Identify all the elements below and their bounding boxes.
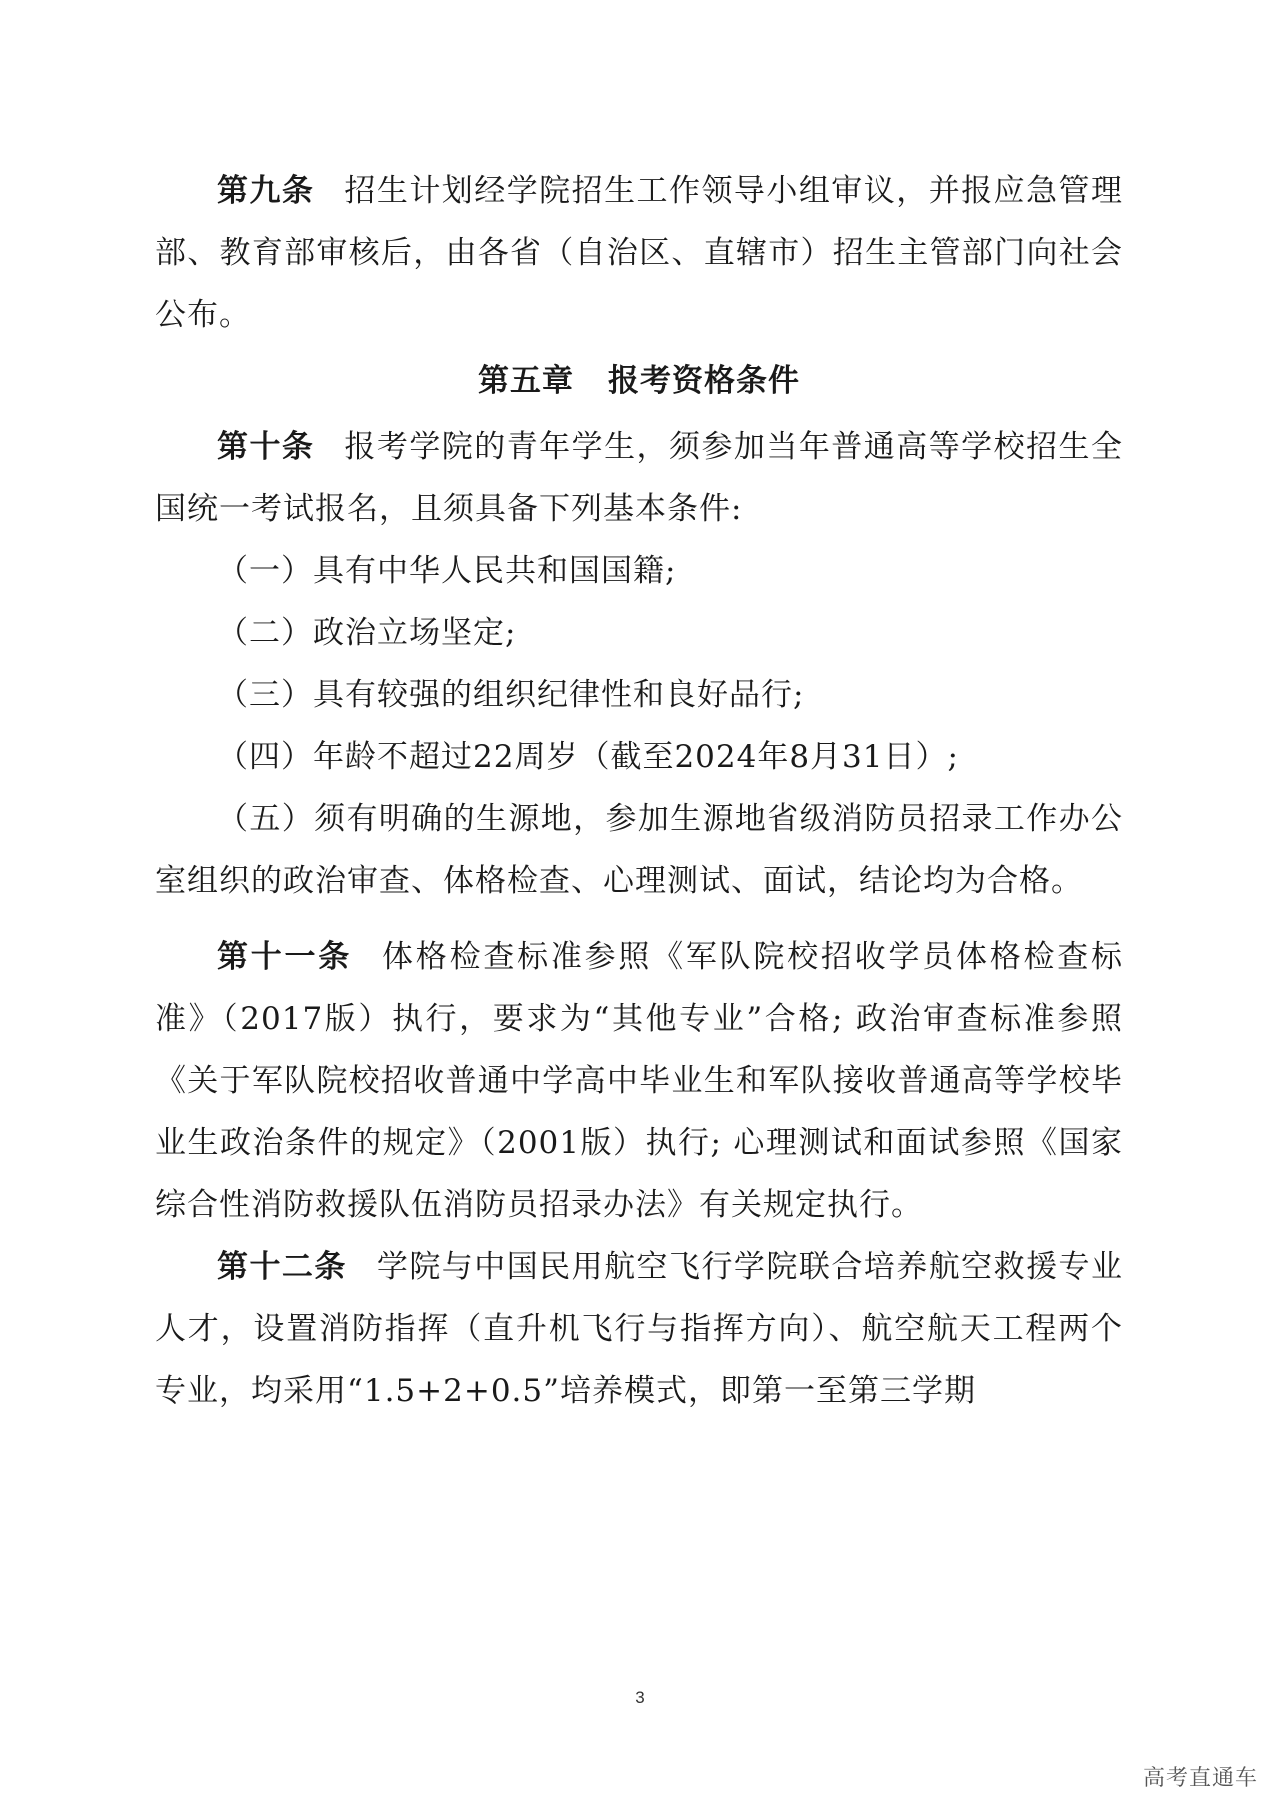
article-9-number: 第九条 <box>217 173 315 209</box>
page-number: 3 <box>635 1688 645 1707</box>
condition-item-2: （二）政治立场坚定; <box>217 615 517 651</box>
article-11-text: 体格检查标准参照《军队院校招收学员体格检查标准》（2017版）执行，要求为“其他专业”合格; 政治审查标准参照《关于军队院校招收普通中学高中毕业生和军队接收普通高等学校毕业生政治条件的规定》（2001版）执行; 心理测试和面试参照《国家综合性消防救援队伍消防员招录办法》有关规定执行。 <box>155 939 1124 1223</box>
article-10 <box>155 416 1123 540</box>
watermark-text: 高考直通车 <box>1142 1766 1258 1791</box>
condition-item-1: （一）具有中华人民共和国国籍; <box>217 553 677 589</box>
article-9-text: 招生计划经学院招生工作领导小组审议，并报应急管理部、教育部审核后，由各省（自治区、直辖市）招生主管部门向社会公布。 <box>155 173 1124 333</box>
article-11 <box>155 926 1123 1236</box>
article-9 <box>155 160 1123 346</box>
article-12-number: 第十二条 <box>217 1249 347 1285</box>
chapter-title: 报考资格条件 <box>608 363 800 399</box>
document-body <box>155 160 1123 1422</box>
article-12-text: 学院与中国民用航空飞行学院联合培养航空救援专业人才，设置消防指挥（直升机飞行与指挥方向）、航空航天工程两个专业，均采用“1.5+2+0.5”培养模式，即第一至第三学期 <box>155 1249 1124 1409</box>
condition-item-3: （三）具有较强的组织纪律性和良好品行; <box>217 677 805 713</box>
article-10-text: 报考学院的青年学生，须参加当年普通高等学校招生全国统一考试报名，且须具备下列基本条件: <box>155 429 1124 527</box>
article-11-number: 第十一条 <box>217 939 353 975</box>
condition-item-5: （五）须有明确的生源地，参加生源地省级消防员招录工作办公室组织的政治审查、体格检查、心理测试、面试，结论均为合格。 <box>155 801 1123 899</box>
chapter-number: 第五章 <box>478 363 574 399</box>
chapter-heading <box>155 350 1123 412</box>
condition-item-4: （四）年龄不超过22周岁（截至2024年8月31日）; <box>217 739 959 775</box>
article-10-number: 第十条 <box>217 429 315 465</box>
article-12 <box>155 1236 1123 1422</box>
